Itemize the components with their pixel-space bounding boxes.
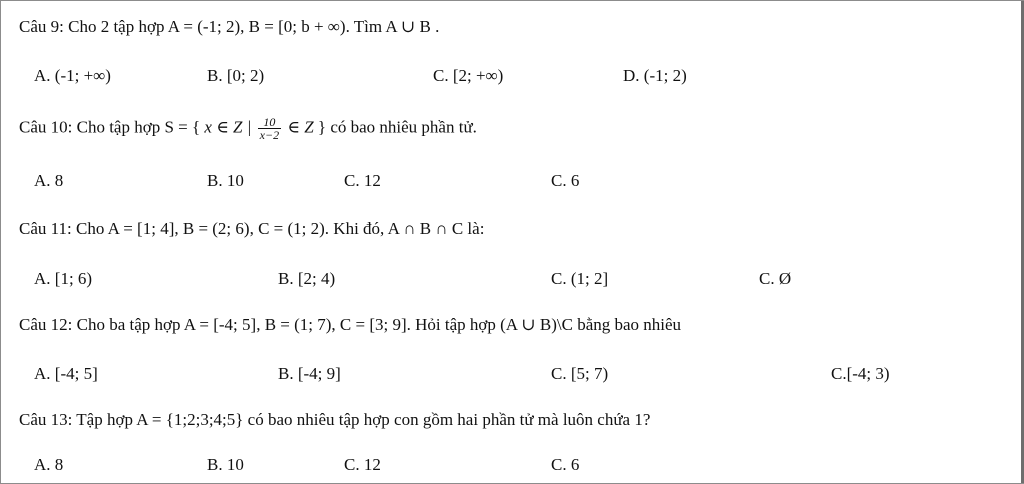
q12-option-b: B. [-4; 9] <box>278 364 341 383</box>
q13-option-c: C. 12 <box>344 455 381 474</box>
q11-option-d: C. Ø <box>759 269 792 288</box>
q11-option-c: C. (1; 2] <box>551 269 609 288</box>
q10-option-b: B. 10 <box>207 171 244 190</box>
q11-option-b: B. [2; 4) <box>278 269 336 288</box>
q10-fraction-denominator: x−2 <box>259 128 280 142</box>
q10-option-a: A. 8 <box>34 171 64 190</box>
q13-option-b: B. 10 <box>207 455 244 474</box>
q10-fraction <box>258 116 281 141</box>
question-13: Câu 13: Tập hợp A = {1;2;3;4;5} có bao nhiêu tập hợp con gồm hai phần tử mà luôn chứa 1? <box>19 410 651 429</box>
q12-option-d: C.[-4; 3) <box>831 364 890 383</box>
q10-suffix: } có bao nhiêu phần tử. <box>313 117 477 137</box>
question-12: Câu 12: Cho ba tập hợp A = [-4; 5], B = (1; 7), C = [3; 9]. Hỏi tập hợp (A ∪ B)\C bằng bao nhiêu <box>19 315 682 334</box>
q10-option-c: C. 12 <box>344 171 381 190</box>
question-10 <box>19 116 477 141</box>
question-9: Câu 9: Cho 2 tập hợp A = (-1; 2), B = [0; b + ∞). Tìm A ∪ B . <box>19 17 440 36</box>
q13-option-a: A. 8 <box>34 455 64 474</box>
q10-set-condition-2: ∈ Z <box>283 117 314 137</box>
q9-option-a: A. (-1; +∞) <box>34 66 111 85</box>
q10-set-condition: x ∈ Z | <box>204 117 256 137</box>
q10-option-d: C. 6 <box>551 171 580 190</box>
q10-fraction-numerator: 10 <box>258 116 281 129</box>
q9-option-c: C. [2; +∞) <box>433 66 504 85</box>
q13-option-d: C. 6 <box>551 455 580 474</box>
q12-option-c: C. [5; 7) <box>551 364 609 383</box>
q12-option-a: A. [-4; 5] <box>34 364 98 383</box>
q9-option-b: B. [0; 2) <box>207 66 265 85</box>
q9-option-d: D. (-1; 2) <box>623 66 687 85</box>
question-11: Câu 11: Cho A = [1; 4], B = (2; 6), C = (1; 2). Khi đó, A ∩ B ∩ C là: <box>19 219 485 238</box>
q11-option-a: A. [1; 6) <box>34 269 93 288</box>
q10-prefix: Câu 10: Cho tập hợp S = { <box>19 117 205 137</box>
